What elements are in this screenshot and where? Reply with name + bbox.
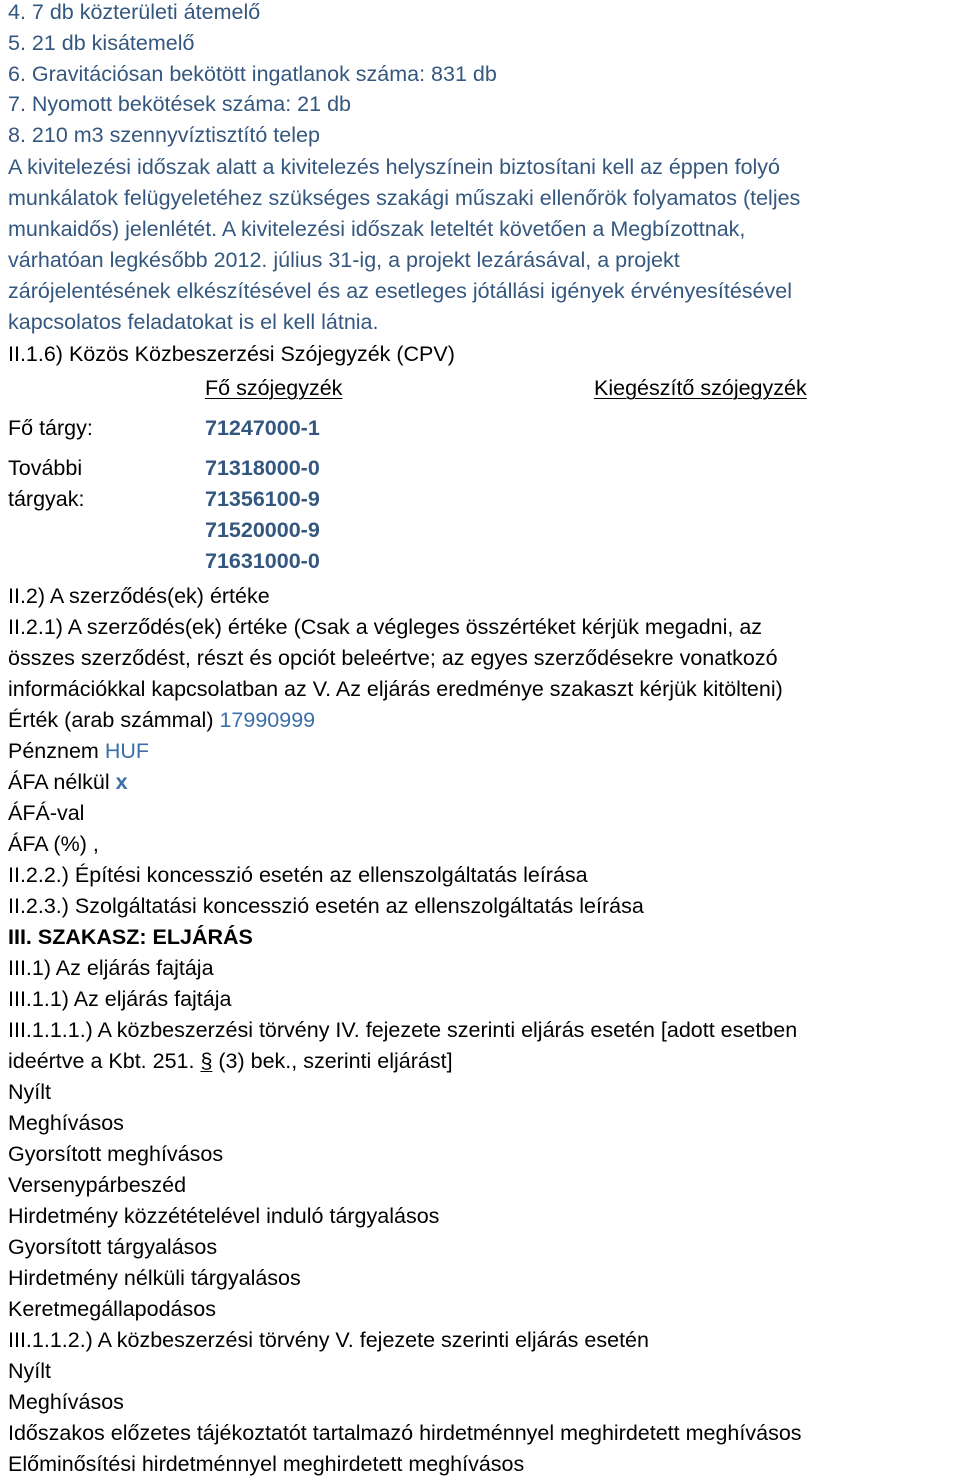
part5-heading: III.1.1.2.) A közbeszerzési törvény V. fejezete szerinti eljárás esetén: [8, 1328, 649, 1352]
value-label: Érték (arab számmal): [8, 708, 220, 732]
description-line: munkálatok felügyeletéhez szükséges szakági műszaki ellenőrök folyamatos (teljes: [8, 186, 801, 210]
description-line: várhatóan legkésőbb 2012. július 31-ig, a projekt lezárásával, a projekt: [8, 248, 680, 272]
main-object-label: Fő tárgy:: [8, 416, 93, 440]
procedure-option: Keretmegállapodásos: [8, 1297, 216, 1321]
procedure-option: Hirdetmény közzétételével induló tárgyalásos: [8, 1204, 440, 1228]
vat-excl-row: [8, 769, 128, 795]
supp-vocab-header: Kiegészítő szójegyzék: [594, 376, 807, 400]
part4-heading-cont: ideértve a Kbt. 251. § (3) bek., szerinti eljárást]: [8, 1049, 453, 1073]
procedure-type-heading: III.1) Az eljárás fajtája: [8, 956, 214, 980]
currency-value: HUF: [104, 739, 149, 763]
description-line: munkaidős) jelenlétét. A kivitelezési időszak leteltét követően a Megbízottnak,: [8, 217, 746, 241]
procedure-option: Gyorsított meghívásos: [8, 1142, 224, 1166]
additional-object-code: 71356100-9: [205, 487, 320, 511]
procedure-option: Időszakos előzetes tájékoztatót tartalmazó hirdetménnyel meghirdetett meghívásos: [8, 1421, 802, 1445]
vat-pct-label: ÁFA (%) ,: [8, 832, 99, 856]
list-item: 5. 21 db kisátemelő: [8, 31, 195, 55]
additional-object-code: 71631000-0: [205, 549, 320, 573]
currency-row: [8, 738, 149, 764]
main-object-code: 71247000-1: [205, 416, 320, 440]
section-title: III. SZAKASZ: ELJÁRÁS: [8, 925, 253, 949]
procedure-option: Előminősítési hirdetménnyel meghirdetett meghívásos: [8, 1452, 525, 1476]
list-item: 7. Nyomott bekötések száma: 21 db: [8, 92, 351, 116]
additional-object-code: 71520000-9: [205, 518, 320, 542]
list-item: 8. 210 m3 szennyvíztisztító telep: [8, 123, 320, 147]
vat-excl-label: ÁFA nélkül: [8, 770, 116, 794]
vat-excl-mark: x: [115, 770, 128, 794]
cpv-heading: II.1.6) Közös Közbeszerzési Szójegyzék (CPV): [8, 342, 455, 366]
contract-value-subheading: összes szerződést, részt és opciót beleértve; az egyes szerződésekre vonatkozó: [8, 646, 778, 670]
concession-works: II.2.2.) Építési koncesszió esetén az ellenszolgáltatás leírása: [8, 863, 588, 887]
paragraph-sign: §: [200, 1049, 213, 1073]
description-line: A kivitelezési időszak alatt a kivitelezés helyszínein biztosítani kell az éppen folyó: [8, 155, 781, 179]
concession-services: II.2.3.) Szolgáltatási koncesszió esetén az ellenszolgáltatás leírása: [8, 894, 644, 918]
currency-label: Pénznem: [8, 739, 105, 763]
procedure-option: Gyorsított tárgyalásos: [8, 1235, 218, 1259]
contract-value-heading: II.2) A szerződés(ek) értéke: [8, 584, 270, 608]
procedure-type-subheading: III.1.1) Az eljárás fajtája: [8, 987, 232, 1011]
description-line: kapcsolatos feladatokat is el kell látnia.: [8, 310, 379, 334]
procedure-option: Nyílt: [8, 1080, 51, 1104]
contract-value-subheading: információkkal kapcsolatban az V. Az eljárás eredménye szakaszt kérjük kitölteni): [8, 677, 783, 701]
main-vocab-header: Fő szójegyzék: [205, 376, 343, 400]
list-item: 6. Gravitációsan bekötött ingatlanok száma: 831 db: [8, 62, 497, 86]
description-line: zárójelentésének elkészítésével és az esetleges jótállási igények érvényesítésével: [8, 279, 792, 303]
additional-objects-label: További: [8, 456, 83, 480]
procedure-option: Hirdetmény nélküli tárgyalásos: [8, 1266, 301, 1290]
contract-value-subheading: II.2.1) A szerződés(ek) értéke (Csak a végleges összértéket kérjük megadni, az: [8, 615, 763, 639]
value-amount: 17990999: [219, 708, 316, 732]
value-row: [8, 707, 315, 733]
procedure-option: Versenypárbeszéd: [8, 1173, 187, 1197]
vat-incl-label: ÁFÁ-val: [8, 801, 85, 825]
additional-object-code: 71318000-0: [205, 456, 320, 480]
part4-heading: III.1.1.1.) A közbeszerzési törvény IV. fejezete szerinti eljárás esetén [adott esetben: [8, 1018, 798, 1042]
procedure-option: Meghívásos: [8, 1111, 124, 1135]
list-item: 4. 7 db közterületi átemelő: [8, 0, 261, 24]
additional-objects-label: tárgyak:: [8, 487, 85, 511]
procedure-option: Nyílt: [8, 1359, 51, 1383]
procedure-option: Meghívásos: [8, 1390, 124, 1414]
